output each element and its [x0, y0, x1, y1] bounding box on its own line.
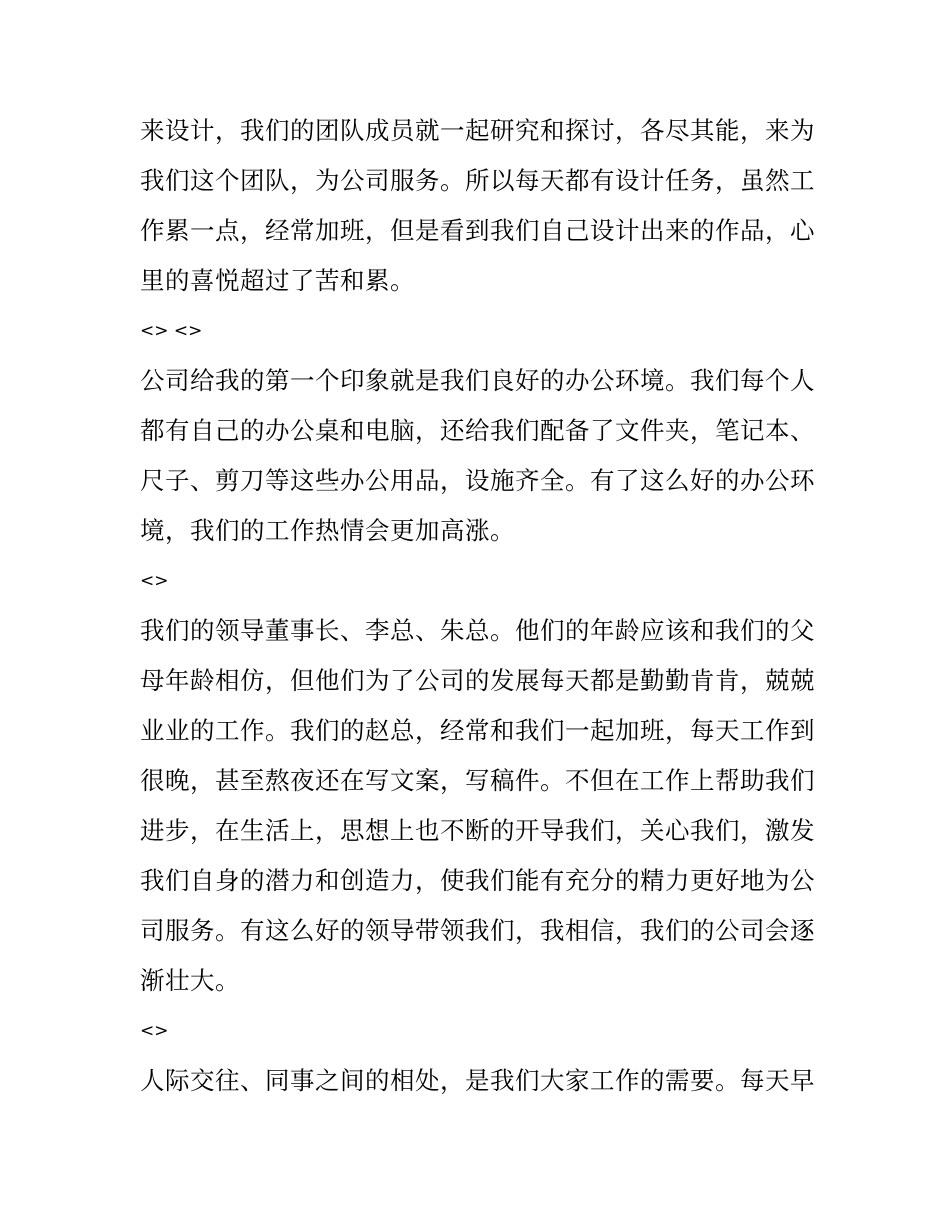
paragraph-interpersonal: 人际交往、同事之间的相处，是我们大家工作的需要。每天早 — [140, 1066, 815, 1095]
paragraph-leadership: 我们的领导董事长、李总、朱总。他们的年龄应该和我们的父母年龄相仿，但他们为了公司的发展每天都是勤勤肯肯，兢兢业业的工作。我们的赵总，经常和我们一起加班，每天工作到很晚，甚至熬夜还在写文案，写稿件。不但在工作上帮助我们进步，在生活上，思想上也不断的开导我们，关心我们，激发我们自身的潜力和创造力，使我们能有充分的精力更好地为公司服务。有这么好的领导带领我们，我相信，我们的公司会逐渐壮大。 — [140, 616, 815, 995]
paragraph-office-environment: 公司给我的第一个印象就是我们良好的办公环境。我们每个人都有自己的办公桌和电脑，还给我们配备了文件夹，笔记本、尺子、剪刀等这些办公用品，设施齐全。有了这么好的办公环境，我们的工作热情会更加高涨。 — [140, 366, 815, 545]
paragraph-design-work: 来设计，我们的团队成员就一起研究和探讨，各尽其能，来为我们这个团队，为公司服务。所以每天都有设计任务，虽然工作累一点，经常加班，但是看到我们自己设计出来的作品，心里的喜悦超过了苦和累。 — [140, 116, 815, 295]
separator-marker: <> — [140, 1021, 169, 1041]
separator-marker: <> <> — [140, 321, 203, 341]
separator-marker: <> — [140, 571, 169, 591]
document-body — [140, 106, 815, 1106]
